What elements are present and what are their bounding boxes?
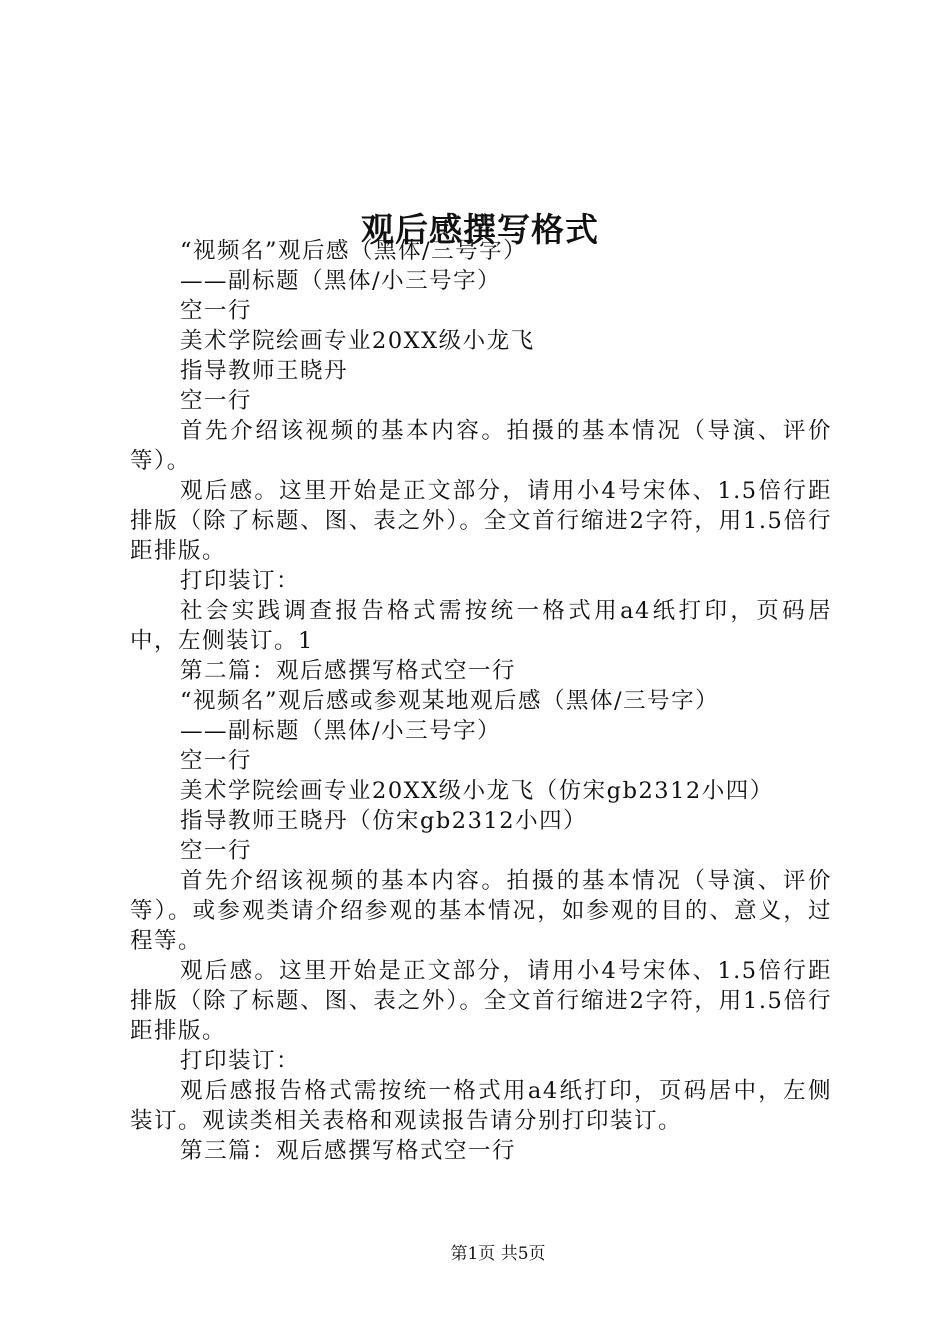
paragraph-print-instructions: 观后感报告格式需按统一格式用a4纸打印，页码居中，左侧装订。观读类相关表格和观读报告请分别打印装订。 [130, 1078, 832, 1134]
paragraph-blank-line: 空一行 [180, 388, 253, 414]
paragraph-video-title: “视频名”观后感（黑体/三号字） [180, 238, 528, 264]
paragraph-body-format: 观后感。这里开始是正文部分，请用小4号宋体、1.5倍行距排版（除了标题、图、表之外）。全文首行缩进2字符，用1.5倍行距排版。 [130, 478, 832, 564]
paragraph-video-title: “视频名”观后感或参观某地观后感（黑体/三号字） [180, 688, 720, 714]
paragraph-print-instructions: 社会实践调查报告格式需按统一格式用a4纸打印，页码居中，左侧装订。1 [130, 598, 832, 654]
page-number: 第1页 共5页 [450, 1244, 546, 1264]
paragraph-intro: 首先介绍该视频的基本内容。拍摄的基本情况（导演、评价等）。或参观类请介绍参观的基本情况，如参观的目的、意义，过程等。 [130, 868, 832, 954]
paragraph-blank-line: 空一行 [180, 748, 253, 774]
paragraph-subtitle: ——副标题（黑体/小三号字） [180, 718, 502, 744]
paragraph-advisor: 指导教师王晓丹 [180, 358, 349, 384]
document-body [130, 236, 832, 1166]
paragraph-author: 美术学院绘画专业20XX级小龙飞（仿宋gb2312小四） [180, 778, 774, 804]
paragraph-intro: 首先介绍该视频的基本内容。拍摄的基本情况（导演、评价等）。 [130, 418, 832, 474]
paragraph-blank-line: 空一行 [180, 298, 253, 324]
paragraph-advisor: 指导教师王晓丹（仿宋gb2312小四） [180, 808, 588, 834]
paragraph-section-two: 第二篇：观后感撰写格式空一行 [180, 658, 517, 684]
paragraph-author: 美术学院绘画专业20XX级小龙飞 [180, 328, 535, 354]
paragraph-body-format: 观后感。这里开始是正文部分，请用小4号宋体、1.5倍行距排版（除了标题、图、表之外）。全文首行缩进2字符，用1.5倍行距排版。 [130, 958, 832, 1044]
paragraph-print-heading: 打印装订： [180, 1048, 301, 1074]
page-title: 观后感撰写格式 [361, 210, 599, 250]
paragraph-subtitle: ——副标题（黑体/小三号字） [180, 268, 502, 294]
paragraph-section-three: 第三篇：观后感撰写格式空一行 [180, 1138, 517, 1164]
paragraph-print-heading: 打印装订： [180, 568, 301, 594]
paragraph-blank-line: 空一行 [180, 838, 253, 864]
